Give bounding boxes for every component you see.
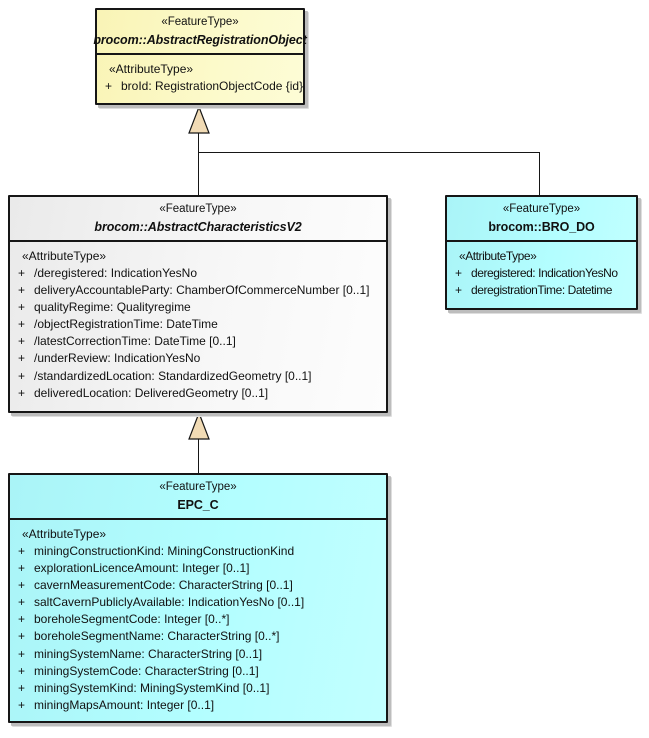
class-bro-do[interactable] [445,195,638,310]
visibility-symbol: + [18,629,26,644]
attribute-text: miningSystemCode: CharacterString [0..1] [34,663,259,678]
attribute-text: miningConstructionKind: MiningConstructionKind [34,544,295,558]
attribute-row[interactable] [12,333,384,350]
generalization-arrow-icon [188,412,210,440]
attribute-stereotype-label: «AttributeType» [22,249,107,263]
attribute-text: deregistrationTime: Datetime [471,283,613,298]
attribute-row[interactable] [12,697,384,714]
class-header [447,197,636,242]
visibility-symbol: + [18,283,26,298]
attribute-row[interactable] [99,78,304,95]
class-header [10,197,386,242]
class-epc-c[interactable] [8,473,388,723]
stereotype-label: «FeatureType» [159,481,237,494]
attribute-text: miningSystemName: CharacterString [0..1] [34,646,263,661]
visibility-symbol: + [105,79,113,93]
visibility-symbol: + [18,612,26,627]
attribute-row[interactable] [449,265,634,282]
attributes-compartment [447,242,636,301]
visibility-symbol: + [18,266,26,280]
attribute-row[interactable] [12,628,384,645]
generalization-line-characteristics-to-registration[interactable] [198,133,199,195]
attribute-stereotype-label: «AttributeType» [109,62,194,76]
generalization-line-horizontal[interactable] [198,152,540,153]
visibility-symbol: + [18,334,26,349]
attribute-text: /underReview: IndicationYesNo [34,351,201,366]
class-header [93,10,307,55]
attributes-compartment [10,520,386,716]
attribute-row[interactable] [12,316,384,333]
stereotype-label: «FeatureType» [159,203,237,216]
attribute-text: /latestCorrectionTime: DateTime [0..1] [34,334,236,349]
visibility-symbol: + [18,578,26,593]
visibility-symbol: + [455,266,462,280]
attribute-text: /deregistered: IndicationYesNo [34,266,197,280]
visibility-symbol: + [18,300,26,315]
attribute-text: deliveredLocation: DeliveredGeometry [0..1] [34,385,269,400]
attribute-stereotype-label: «AttributeType» [459,249,537,263]
attribute-row[interactable] [12,368,384,385]
stereotype-label: «FeatureType» [161,16,239,29]
attribute-text: qualityRegime: Qualityregime [34,300,191,315]
class-name: EPC_C [177,497,219,512]
class-header [10,475,386,520]
attribute-row[interactable] [12,385,384,402]
visibility-symbol: + [18,595,26,610]
class-name: brocom::BRO_DO [488,219,595,234]
attribute-text: cavernMeasurementCode: CharacterString [0..1] [34,578,293,593]
visibility-symbol: + [455,283,462,298]
generalization-line-epcc-to-characteristics[interactable] [198,438,199,473]
attribute-row[interactable] [12,350,384,367]
attribute-row[interactable] [12,680,384,697]
attribute-row[interactable] [12,577,384,594]
visibility-symbol: + [18,561,26,576]
attribute-row[interactable] [12,646,384,663]
attribute-row[interactable] [12,594,384,611]
attribute-text: /objectRegistrationTime: DateTime [34,317,218,332]
visibility-symbol: + [18,697,26,712]
visibility-symbol: + [18,680,26,695]
attribute-text: deliveryAccountableParty: ChamberOfCommerceNumber [0..1] [34,283,370,298]
generalization-arrow-icon [188,106,210,134]
attribute-row[interactable] [12,282,384,299]
visibility-symbol: + [18,351,26,366]
class-abstract-registration-object[interactable] [95,8,305,105]
class-abstract-characteristics-v2[interactable] [8,195,388,413]
attribute-row[interactable] [449,282,634,299]
visibility-symbol: + [18,544,26,558]
visibility-symbol: + [18,663,26,678]
stereotype-label: «FeatureType» [502,203,581,216]
visibility-symbol: + [18,646,26,661]
attributes-compartment [10,242,386,404]
attribute-row[interactable] [12,663,384,680]
visibility-symbol: + [18,317,26,332]
attribute-row[interactable] [12,265,384,282]
attribute-text: broId: RegistrationObjectCode {id} [121,79,304,93]
attribute-text: miningMapsAmount: Integer [0..1] [34,697,215,712]
attribute-row[interactable] [12,299,384,316]
attribute-text: /standardizedLocation: StandardizedGeometry [0..1] [34,368,312,383]
generalization-line-brodo-to-registration[interactable] [539,152,540,195]
attribute-row[interactable] [12,611,384,628]
attribute-row[interactable] [12,560,384,577]
attribute-text: miningSystemKind: MiningSystemKind [0..1] [34,680,270,695]
class-name: brocom::AbstractRegistrationObject [93,32,307,47]
attribute-text: saltCavernPubliclyAvailable: IndicationYesNo [0..1] [34,595,305,610]
attribute-text: explorationLicenceAmount: Integer [0..1] [34,561,250,576]
attribute-text: boreholeSegmentName: CharacterString [0..*] [34,629,280,644]
visibility-symbol: + [18,368,26,383]
visibility-symbol: + [18,385,26,400]
attribute-text: deregistered: IndicationYesNo [471,266,618,280]
attributes-compartment [97,55,303,97]
attribute-stereotype-label: «AttributeType» [22,527,107,541]
attribute-text: boreholeSegmentCode: Integer [0..*] [34,612,230,627]
class-name: brocom::AbstractCharacteristicsV2 [94,219,302,234]
attribute-row[interactable] [12,543,384,560]
